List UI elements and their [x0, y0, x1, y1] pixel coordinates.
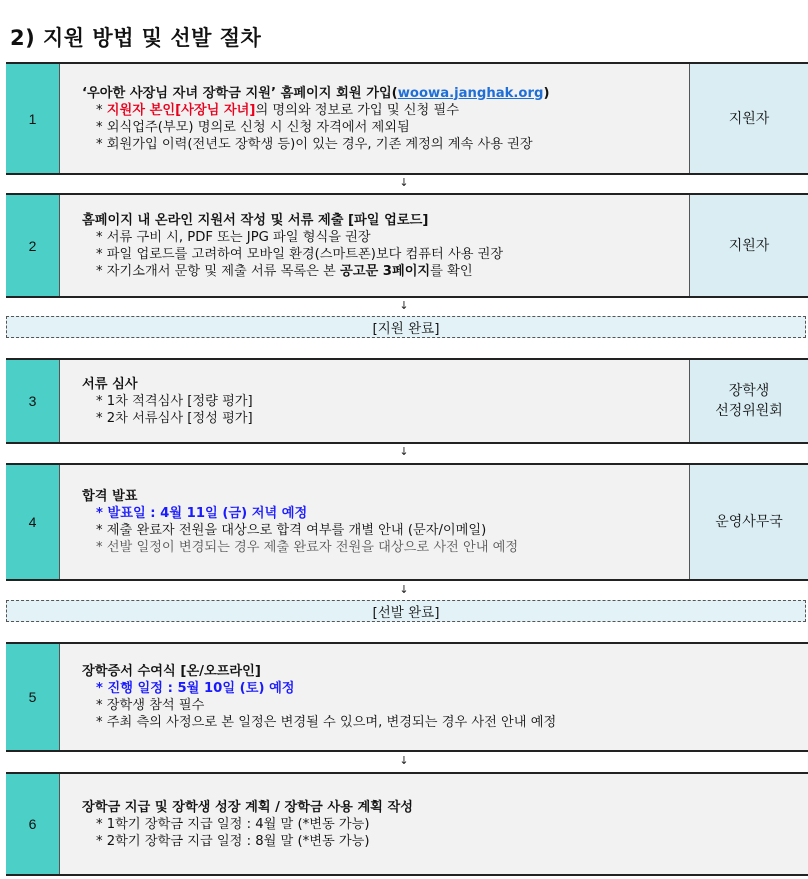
step-body — [82, 360, 683, 442]
step-heading: 장학금 지급 및 장학생 성장 계획 / 장학금 사용 계획 작성 — [82, 799, 413, 815]
flow-arrow: ↓ — [399, 445, 409, 458]
step-number: 6 — [6, 774, 60, 874]
step-5 — [6, 642, 808, 752]
step-actor: 지원자 — [689, 64, 808, 173]
step-note: * 파일 업로드를 고려하여 모바일 환경(스마트폰)보다 컴퓨터 사용 권장 — [96, 246, 504, 262]
announcement-date: * 발표일 : 4월 11일 (금) 저녁 예정 — [96, 506, 308, 521]
step-note: * 2차 서류심사 [정성 평가] — [96, 410, 253, 426]
step-6 — [6, 772, 808, 876]
flow-arrow: ↓ — [399, 754, 409, 767]
milestone-selection-complete: [선발 완료] — [6, 600, 806, 622]
step-body — [82, 644, 800, 750]
step-heading: 서류 심사 — [82, 376, 138, 392]
step-body — [82, 774, 800, 874]
step-note: * 회원가입 이력(전년도 장학생 등)이 있는 경우, 기존 계정의 계속 사용 권장 — [96, 136, 533, 152]
step-actor: 장학생 선정위원회 — [689, 360, 808, 442]
flow-arrow: ↓ — [399, 299, 409, 312]
step-actor: 운영사무국 — [689, 465, 808, 579]
step-note: * 지원자 본인[사장님 자녀]의 명의와 정보로 가입 및 신청 필수 — [96, 102, 459, 118]
step-number: 5 — [6, 644, 60, 750]
step-body — [82, 465, 683, 579]
step-4 — [6, 463, 808, 581]
step-note: * 장학생 참석 필수 — [96, 698, 205, 713]
step-heading: 합격 발표 — [82, 489, 138, 504]
step-body — [82, 64, 683, 173]
step-1 — [6, 62, 808, 175]
step-2 — [6, 193, 808, 298]
step-heading: ‘우아한 사장님 자녀 장학금 지원’ 홈페이지 회원 가입(woowa.janghak.org) — [82, 85, 550, 101]
milestone-apply-complete: [지원 완료] — [6, 316, 806, 338]
step-number: 4 — [6, 465, 60, 579]
step-number: 1 — [6, 64, 60, 173]
step-number: 2 — [6, 195, 60, 296]
flow-arrow: ↓ — [399, 583, 409, 596]
step-heading: 홈페이지 내 온라인 지원서 작성 및 서류 제출 [파일 업로드] — [82, 212, 429, 228]
step-actor: 지원자 — [689, 195, 808, 296]
step-note: * 서류 구비 시, PDF 또는 JPG 파일 형식을 권장 — [96, 229, 371, 245]
step-note: * 2학기 장학금 지급 일정 : 8월 말 (*변동 가능) — [96, 833, 370, 849]
step-note: * 선발 일정이 변경되는 경우 제출 완료자 전원을 대상으로 사전 안내 예정 — [96, 540, 519, 555]
step-note: * 1학기 장학금 지급 일정 : 4월 말 (*변동 가능) — [96, 816, 370, 832]
flow-arrow: ↓ — [399, 176, 409, 189]
ceremony-date: * 진행 일정 : 5월 10일 (토) 예정 — [96, 681, 295, 696]
step-note: * 제출 완료자 전원을 대상으로 합격 여부를 개별 안내 (문자/이메일) — [96, 523, 487, 538]
step-note: * 주최 측의 사정으로 본 일정은 변경될 수 있으며, 변경되는 경우 사전 안내 예정 — [96, 715, 557, 730]
step-note: * 자기소개서 문항 및 제출 서류 목록은 본 공고문 3페이지를 확인 — [96, 263, 473, 279]
step-heading: 장학증서 수여식 [온/오프라인] — [82, 664, 261, 679]
section-title: 2) 지원 방법 및 선발 절차 — [10, 26, 262, 50]
step-body — [82, 195, 683, 296]
step-note: * 1차 적격심사 [정량 평가] — [96, 393, 253, 409]
step-number: 3 — [6, 360, 60, 442]
step-note: * 외식업주(부모) 명의로 신청 시 신청 자격에서 제외됨 — [96, 119, 410, 135]
step-3 — [6, 358, 808, 444]
homepage-link[interactable]: woowa.janghak.org — [397, 85, 544, 101]
